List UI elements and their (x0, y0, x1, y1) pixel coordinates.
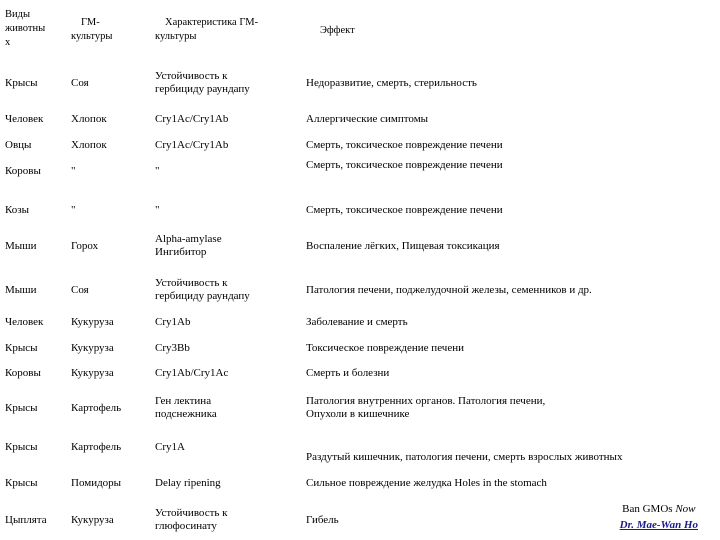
cell-effect-line: Смерть и болезни (306, 367, 390, 379)
cell-effect (306, 367, 389, 380)
cell-trait-line: Cry1Ab (155, 316, 191, 328)
cell-effect (306, 342, 464, 355)
cell-effect (306, 514, 339, 527)
cell-species: Крысы (5, 441, 38, 453)
cell-effect-line: Недоразвитие, смерть, стерильность (306, 76, 477, 89)
cell-trait (155, 113, 228, 126)
cell-crop: Хлопок (71, 139, 107, 151)
cell-trait-line: Ген лектина (155, 395, 212, 407)
cell-effect-line: Смерть, токсическое повреждение печени (306, 204, 503, 216)
cell-effect (306, 77, 477, 90)
cell-trait (155, 477, 221, 490)
cell-trait-line: Delay ripening (155, 477, 221, 489)
cell-effect-line: Токсическое повреждение печени (306, 342, 464, 354)
cell-crop: Кукуруза (71, 513, 114, 526)
cell-crop: Горох (71, 239, 99, 252)
header-trait (155, 16, 258, 44)
credit (620, 501, 698, 533)
cell-trait (155, 204, 160, 217)
cell-species: Коровы (5, 165, 41, 177)
cell-trait-line: Cry1Ac/Cry1Ab (155, 113, 229, 125)
cell-species: Крысы (5, 342, 38, 354)
cell-trait-line: Alpha-amylase (155, 233, 222, 245)
cell-effect-line: Заболевание и смерть (306, 316, 408, 328)
cell-effect (306, 451, 622, 464)
cell-species: Цыплята (5, 513, 47, 526)
cell-crop: Помидоры (71, 477, 122, 489)
header-crop-line: ГМ- (81, 17, 100, 28)
cell-effect (306, 240, 500, 253)
header-crop (71, 16, 112, 44)
cell-effect (306, 204, 503, 217)
cell-trait (155, 277, 250, 303)
cell-species: Крысы (5, 477, 38, 489)
cell-trait-line: Cry1Ac/Cry1Ab (155, 139, 229, 151)
cell-species: Человек (5, 113, 44, 125)
cell-effect-line: Воспаление лёгких, Пищевая токсикация (306, 239, 500, 252)
cell-species: Крысы (5, 76, 38, 89)
cell-species: Овцы (5, 139, 32, 151)
cell-trait (155, 507, 228, 533)
cell-effect-line: Смерть, токсическое повреждение печени (306, 159, 503, 171)
cell-trait-line: гербициду раундапу (155, 83, 250, 95)
header-species (5, 8, 45, 50)
cell-trait (155, 367, 228, 380)
cell-crop: Соя (71, 76, 89, 89)
cell-species: Крысы (5, 401, 38, 414)
cell-effect-line: Патология печени, поджелудочной железы, семенников и др. (306, 283, 592, 296)
cell-species: Мыши (5, 239, 37, 252)
cell-trait (155, 342, 190, 355)
cell-species: Козы (5, 204, 30, 216)
cell-crop: " (71, 204, 76, 216)
cell-trait-line: глюфосинату (155, 520, 217, 532)
cell-trait (155, 165, 160, 178)
cell-crop: Кукуруза (71, 342, 114, 354)
cell-trait-line: Cry1Ab/Cry1Ac (155, 367, 229, 379)
cell-trait-line: Устойчивость к (155, 277, 228, 289)
cell-species: Коровы (5, 367, 41, 379)
cell-crop: Кукуруза (71, 367, 114, 379)
cell-crop: Картофель (71, 441, 122, 453)
cell-crop: " (71, 165, 76, 177)
cell-trait (155, 395, 217, 421)
cell-trait-line: Cry1A (155, 441, 185, 453)
cell-trait (155, 70, 250, 96)
header-species-line: Виды (5, 9, 31, 20)
cell-species: Мыши (5, 283, 37, 296)
cell-trait-line: Устойчивость к (155, 507, 228, 519)
credit-source-text: Ban GMOs (622, 503, 673, 515)
credit-author-link[interactable]: Dr. Mae-Wan Ho (619, 519, 698, 531)
credit-source (620, 501, 698, 517)
cell-trait-line: " (155, 204, 160, 216)
cell-trait (155, 233, 222, 259)
header-trait-line: культуры (155, 31, 197, 42)
cell-trait-line: Устойчивость к (155, 70, 228, 82)
cell-trait-line: подснежника (155, 408, 217, 420)
cell-trait-line: Ингибитор (155, 246, 207, 258)
cell-effect (306, 477, 547, 490)
header-trait-line: Характеристика ГМ- (165, 17, 259, 28)
cell-species: Человек (5, 316, 44, 328)
cell-effect (306, 159, 503, 172)
cell-crop: Картофель (71, 401, 122, 414)
cell-trait-line: гербициду раундапу (155, 290, 250, 302)
cell-effect-line: Патология внутренних органов. Патология печени, (306, 395, 546, 407)
cell-trait (155, 441, 185, 454)
cell-crop: Соя (71, 283, 89, 296)
cell-effect-line: Гибель (306, 513, 339, 526)
cell-effect (306, 316, 408, 329)
cell-trait-line: " (155, 165, 160, 177)
cell-effect (306, 113, 428, 126)
cell-trait (155, 316, 190, 329)
cell-crop: Хлопок (71, 113, 107, 125)
header-effect: Эффект (320, 25, 355, 36)
cell-effect (306, 284, 592, 297)
cell-effect-line: Аллергические симптомы (306, 113, 429, 125)
cell-effect-line: Сильное повреждение желудка Holes in the stomach (306, 477, 547, 489)
cell-effect (306, 139, 503, 152)
cell-effect-line: Опухоли в кишечнике (306, 408, 410, 420)
cell-trait (155, 139, 228, 152)
cell-effect-line: Раздутый кишечник, патология печени, смерть взрослых животных (306, 451, 623, 463)
cell-crop: Кукуруза (71, 316, 114, 328)
header-crop-line: культуры (71, 31, 113, 42)
cell-effect-line: Смерть, токсическое повреждение печени (306, 139, 503, 151)
header-species-line: х (5, 37, 11, 48)
cell-effect (306, 395, 545, 421)
cell-trait-line: Cry3Bb (155, 342, 190, 354)
credit-now-text: Now (675, 503, 696, 515)
header-species-line: животны (5, 23, 46, 34)
